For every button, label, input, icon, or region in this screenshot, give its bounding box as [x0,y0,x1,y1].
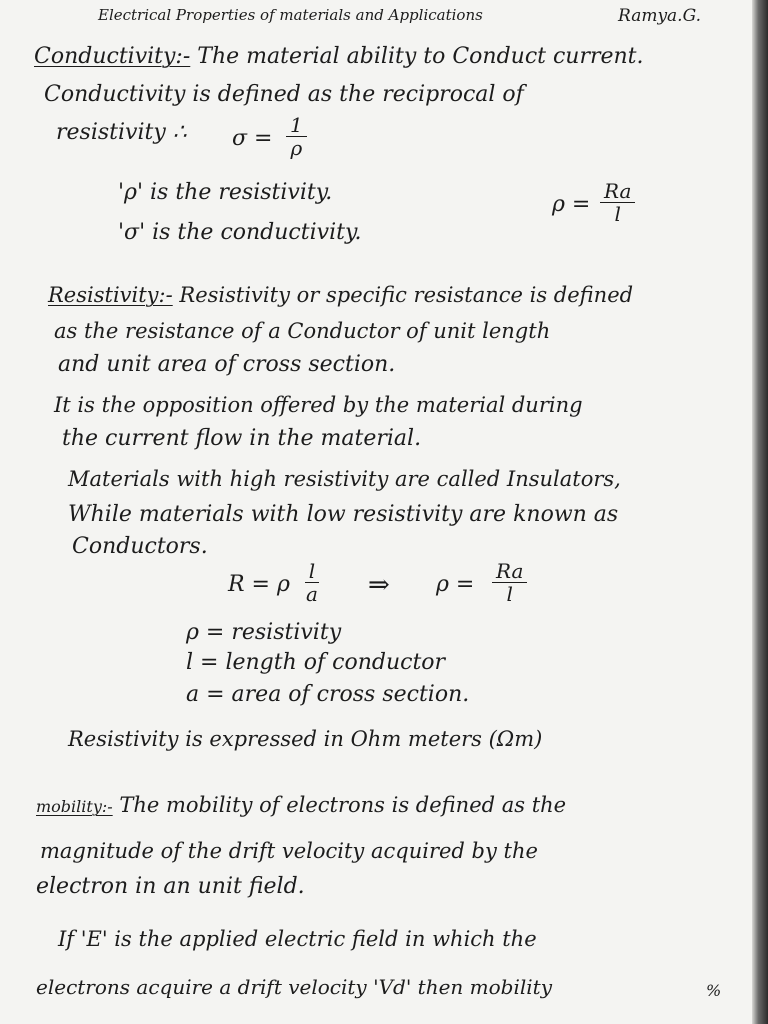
page-title: Electrical Properties of materials and Applications [98,6,483,24]
resistance-equation-numerator: l [305,560,319,583]
resistivity-paragraph-line-1 [48,282,633,308]
resistivity-equation-lhs: ρ = [436,572,475,597]
resistivity-text-1: Resistivity or specific resistance is defined [172,283,634,307]
def-resistivity: ρ = resistivity [186,620,342,645]
conductivity-formula-numerator: 1 [286,114,307,137]
resistivity-text-5: the current flow in the material. [62,426,422,451]
conductivity-text-2: Conductivity is defined as the reciprocal of [44,82,524,107]
resistivity-text-6: Materials with high resistivity are called Insulators, [68,467,621,491]
resistivity-text-4: It is the opposition offered by the material during [54,393,583,417]
conductivity-def-rho: 'ρ' is the resistivity. [118,180,333,205]
mobility-paragraph-line-1 [36,792,566,820]
conductivity-formula-lhs: σ = [232,126,273,151]
mobility-text-5: electrons acquire a drift velocity 'Vd' then mobility [36,975,552,999]
resistivity-text-2: as the resistance of a Conductor of unit length [54,319,551,343]
resistivity-equation-fraction [492,560,527,605]
rho-formula-fraction [600,180,635,225]
def-area: a = area of cross section. [186,682,470,707]
page-corner-mark: % [706,981,722,1000]
author-name: Ramya.G. [618,6,701,26]
rho-formula-lhs: ρ = [552,192,591,217]
conductivity-formula-fraction [286,114,307,159]
conductivity-text-3: resistivity ∴ [56,120,187,145]
resistance-equation-fraction [302,560,322,605]
resistivity-text-7: While materials with low resistivity are known as [68,502,619,527]
conductivity-heading: Conductivity:- [34,44,191,69]
mobility-text-3: electron in an unit field. [36,874,305,899]
resistivity-equation-denominator: l [506,582,513,606]
def-length: l = length of conductor [186,650,446,675]
conductivity-def-sigma: 'σ' is the conductivity. [118,220,362,245]
resistivity-text-3: and unit area of cross section. [58,352,396,377]
mobility-text-4: If 'E' is the applied electric field in which the [58,927,537,951]
mobility-text-2: magnitude of the drift velocity acquired by the [40,839,538,863]
mobility-heading: mobility:- [36,797,113,816]
conductivity-formula-denominator: ρ [290,136,303,160]
resistivity-text-8: Conductors. [72,534,208,559]
resistivity-unit-line: Resistivity is expressed in Ohm meters (Ωm) [68,727,543,751]
resistance-equation-lhs: R = ρ [228,572,290,597]
resistance-equation-denominator: a [306,582,318,606]
rho-formula-numerator: Ra [600,180,635,203]
conductivity-paragraph-line-1 [34,44,644,70]
conductivity-text-1: The material ability to Conduct current. [190,44,644,69]
page-edge-shadow [752,0,768,1024]
rho-formula-denominator: l [614,202,621,226]
resistivity-heading: Resistivity:- [48,283,173,307]
implies-arrow: ⇒ [368,570,390,600]
resistivity-equation-numerator: Ra [492,560,527,583]
mobility-text-1: The mobility of electrons is defined as the [112,793,567,817]
